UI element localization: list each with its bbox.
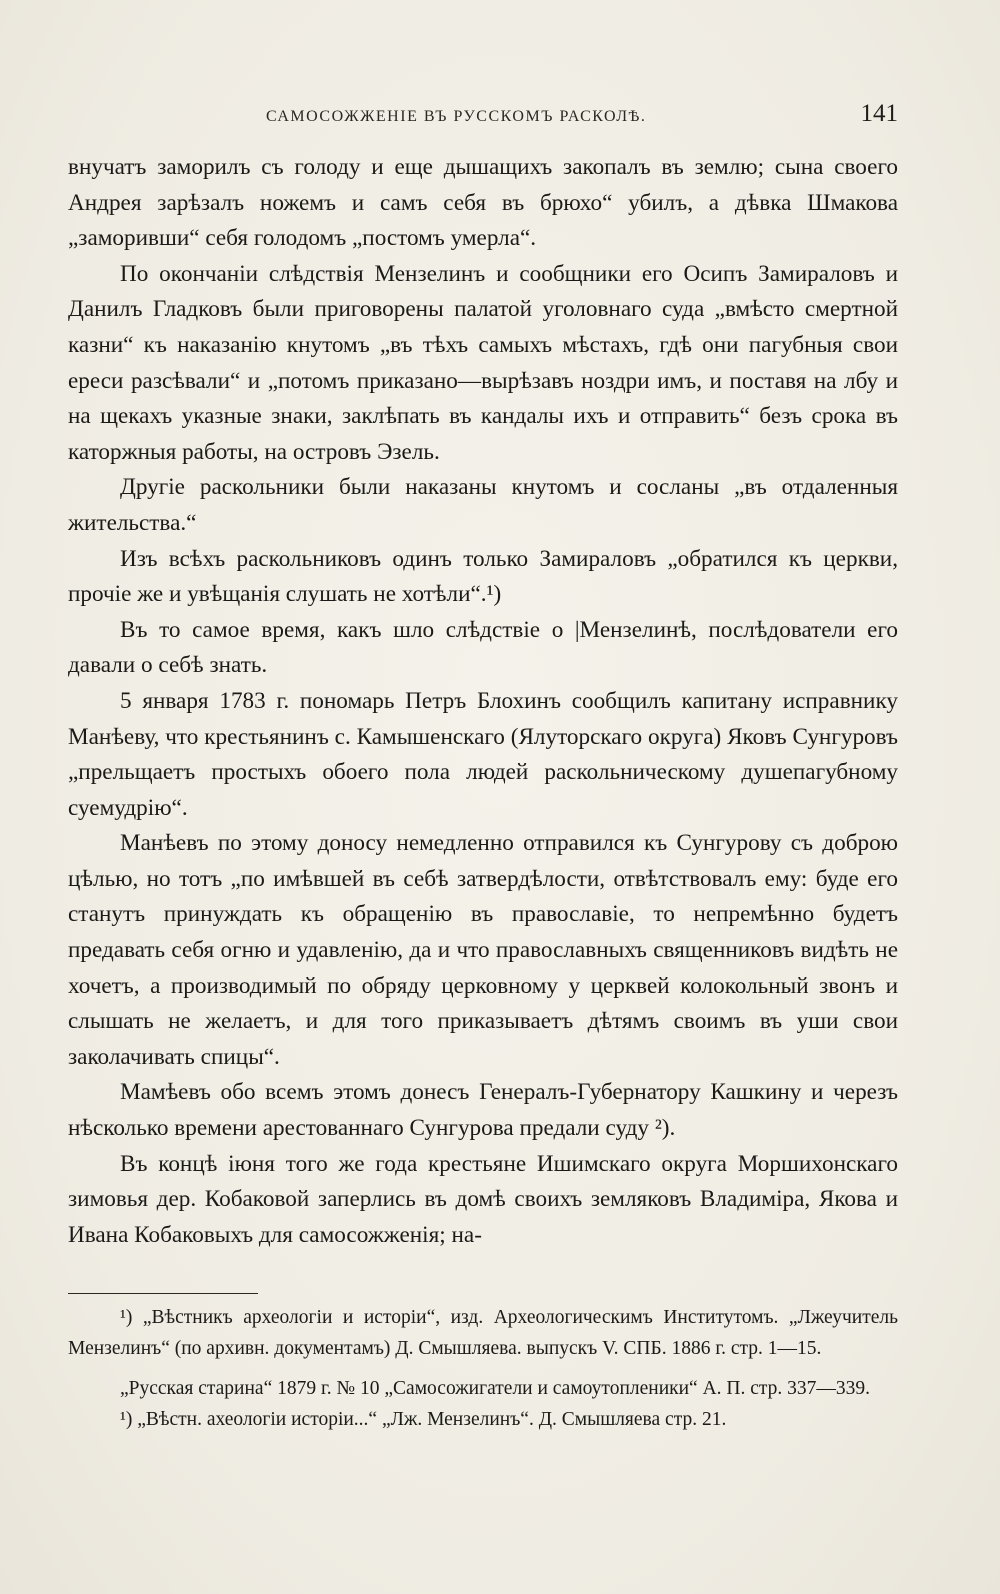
running-title: САМОСОЖЖЕНІЕ ВЪ РУССКОМЪ РАСКОЛѢ. [266,108,647,125]
footnote-divider [68,1293,258,1294]
paragraph: Мамѣевъ обо всемъ этомъ донесъ Генералъ-Губернатору Кашкину и черезъ нѣсколько времени арестованнаго Сунгурова предали суду ²). [68,1079,898,1142]
page-header [68,100,898,140]
page-number: 141 [860,100,898,127]
paragraph: Изъ всѣхъ раскольниковъ одинъ только Замираловъ „обратился къ церкви, прочіе же и увѣщанія слушать не хотѣли“.¹) [68,545,898,608]
footnotes [68,1302,898,1435]
footnote: ¹) „Вѣстн. ахеологіи исторіи...“ „Лж. Мензелинъ“. Д. Смышляева стр. 21. [120,1409,727,1430]
paragraph: 5 января 1783 г. пономарь Петръ Блохинъ сообщилъ капитану исправнику Манѣеву, что крестьянинъ с. Камышенскаго (Ялуторскаго округа) Яковъ Сунгуровъ „прельщаетъ простыхъ обоего пола людей раскольническому душепагубному суемудрію“. [68,687,898,821]
main-text [68,150,898,1253]
paragraph: Въ то самое время, какъ шло слѣдствіе о |Мензелинѣ, послѣдователи его давали о себѣ знать. [68,616,898,679]
paragraph: внучатъ заморилъ съ голоду и еще дышащихъ закопалъ въ землю; сына своего Андрея зарѣзалъ ножемъ и самъ себя въ брюхо“ убилъ, а дѣвка Шмакова „заморивши“ себя голодомъ „постомъ умерла“. [68,154,898,252]
footnote: ¹) „Вѣстникъ археологіи и исторіи“, изд. Археологическимъ Институтомъ. „Лжеучитель Мензелинъ“ (по архивн. документамъ) Д. Смышляева. выпускъ V. СПБ. 1886 г. стр. 1—15. [68,1307,898,1359]
paragraph: По окончаніи слѣдствія Мензелинъ и сообщники его Осипъ Замираловъ и Данилъ Гладковъ были приговорены палатой уголовнаго суда „вмѣсто смертной казни“ къ наказанію кнутомъ „въ тѣхъ самыхъ мѣстахъ, гдѣ они пагубныя свои ереси разсѣвали“ и „потомъ приказано—вырѣзавъ ноздри имъ, и поставя на лбу и на щекахъ указные знаки, заклѣпать въ кандалы ихъ и отправить“ безъ срока въ каторжныя работы, на островъ Эзель. [68,260,898,465]
paragraph: Въ концѣ іюня того же года крестьяне Ишимскаго округа Моршихонскаго зимовья дер. Кобаковой заперлись въ домѣ своихъ земляковъ Владиміра, Якова и Ивана Кобаковыхъ для самосожженія; на- [68,1150,898,1248]
paragraph: Другіе раскольники были наказаны кнутомъ и сосланы „въ отдаленныя жительства.“ [68,474,898,536]
paragraph: Манѣевъ по этому доносу немедленно отправился къ Сунгурову съ доброю цѣлью, но тотъ „по имѣвшей въ себѣ затвердѣлости, отвѣтствовалъ ему: буде его станутъ принуждать къ обращенію въ православіе, то непремѣнно будетъ предавать себя огню и удавленію, да и что православныхъ священниковъ видѣть не хочетъ, а производимый по обряду церковному у церквей колокольный звонъ и слышать не желаетъ, и для того приказываетъ дѣтямъ своимъ въ уши свои заколачивать спицы“. [68,830,898,1070]
footnote: „Русская старина“ 1879 г. № 10 „Самосожигатели и самоутопленики“ А. П. стр. 337—339. [120,1378,871,1399]
